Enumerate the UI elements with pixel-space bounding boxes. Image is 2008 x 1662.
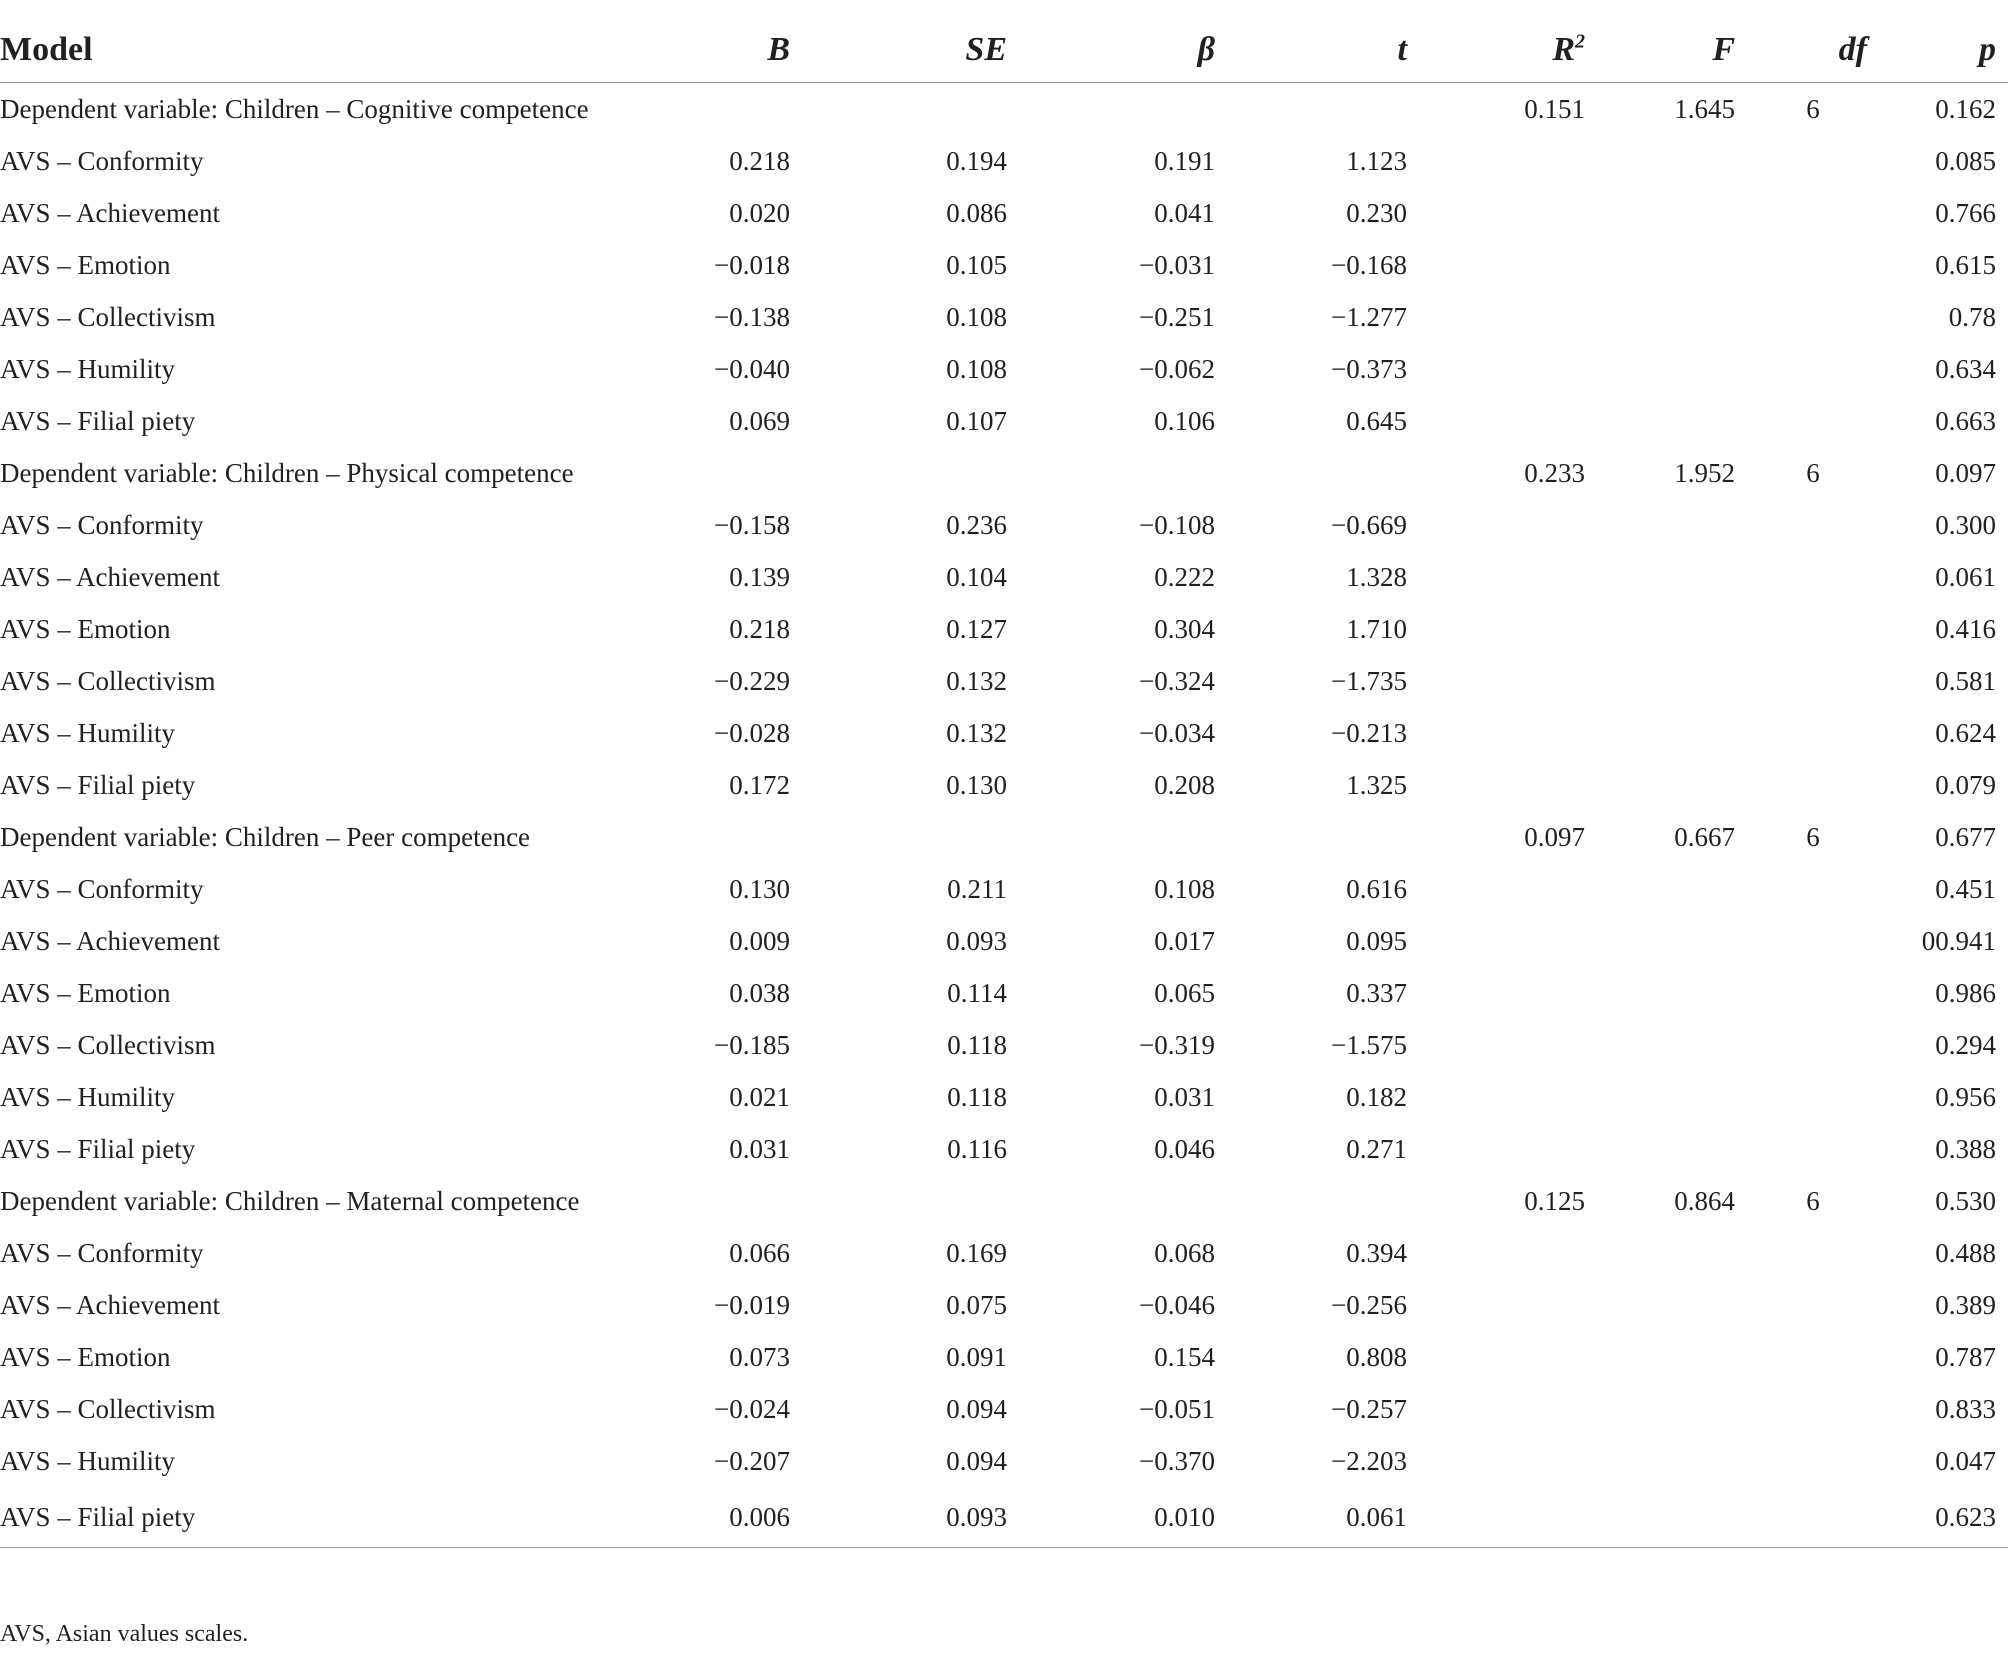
table-group-row — [0, 811, 2008, 863]
cell-b: 0.218 — [729, 613, 790, 644]
cell-r2 — [1419, 1331, 1597, 1383]
cell-p: 0.956 — [1935, 1081, 1996, 1112]
cell-t: −0.257 — [1331, 1393, 1407, 1424]
cell-r2 — [1419, 551, 1597, 603]
cell-beta: −0.062 — [1139, 353, 1215, 384]
cell-df — [1747, 1383, 1879, 1435]
cell-label: AVS – Emotion — [0, 977, 171, 1008]
cell-r2 — [1419, 707, 1597, 759]
cell-r2: 0.233 — [1524, 457, 1585, 488]
regression-table — [0, 18, 2008, 1548]
cell-f — [1597, 551, 1747, 603]
cell-r2 — [1419, 239, 1597, 291]
cell-beta: 0.041 — [1154, 197, 1215, 228]
cell-t: 1.328 — [1346, 561, 1407, 592]
cell-b: 0.031 — [729, 1133, 790, 1164]
cell-p: 0.294 — [1935, 1029, 1996, 1060]
cell-se: 0.094 — [946, 1445, 1007, 1476]
header-b: B — [620, 18, 802, 83]
cell-df — [1747, 187, 1879, 239]
cell-t: 0.616 — [1346, 873, 1407, 904]
cell-beta: 0.010 — [1019, 1487, 1227, 1548]
cell-label: AVS – Filial piety — [0, 1487, 620, 1548]
cell-df — [1747, 1227, 1879, 1279]
cell-beta — [1019, 447, 1227, 499]
cell-label: AVS – Filial piety — [0, 405, 196, 436]
cell-label: AVS – Humility — [0, 1445, 176, 1476]
cell-r2 — [1419, 915, 1597, 967]
cell-b — [620, 1175, 802, 1227]
cell-df — [1747, 603, 1879, 655]
cell-beta: 0.208 — [1154, 769, 1215, 800]
cell-p: 0.677 — [1935, 821, 1996, 852]
cell-r2 — [1419, 343, 1597, 395]
table-row — [0, 603, 2008, 655]
cell-b: −0.024 — [714, 1393, 790, 1424]
cell-r2 — [1419, 395, 1597, 447]
table-body — [0, 83, 2008, 1548]
table-group-row — [0, 1175, 2008, 1227]
cell-df: 6 — [1806, 93, 1820, 124]
cell-label: AVS – Conformity — [0, 1237, 204, 1268]
cell-se — [802, 811, 1019, 863]
cell-label: AVS – Filial piety — [0, 769, 196, 800]
cell-f — [1597, 707, 1747, 759]
cell-beta: 0.222 — [1154, 561, 1215, 592]
cell-f: 1.952 — [1674, 457, 1735, 488]
cell-t: −0.256 — [1331, 1289, 1407, 1320]
cell-df — [1747, 551, 1879, 603]
cell-df — [1747, 759, 1879, 811]
cell-df — [1747, 343, 1879, 395]
table-row — [0, 759, 2008, 811]
cell-r2 — [1419, 1019, 1597, 1071]
cell-beta: −0.319 — [1139, 1029, 1215, 1060]
cell-se: 0.118 — [947, 1081, 1007, 1112]
cell-r2 — [1419, 1227, 1597, 1279]
cell-r2 — [1419, 1123, 1597, 1175]
cell-se: 0.075 — [946, 1289, 1007, 1320]
cell-label: AVS – Collectivism — [0, 1029, 216, 1060]
cell-se: 0.093 — [802, 1487, 1019, 1548]
cell-b — [620, 83, 802, 136]
cell-df — [1747, 1435, 1879, 1487]
cell-label: AVS – Collectivism — [0, 301, 216, 332]
cell-r2: 0.125 — [1524, 1185, 1585, 1216]
cell-f — [1597, 1279, 1747, 1331]
cell-b: −0.185 — [714, 1029, 790, 1060]
cell-label: AVS – Collectivism — [0, 1393, 216, 1424]
cell-se: 0.104 — [946, 561, 1007, 592]
table-row — [0, 1071, 2008, 1123]
cell-p: 0.986 — [1935, 977, 1996, 1008]
header-t: t — [1227, 18, 1419, 83]
table-row — [0, 1227, 2008, 1279]
cell-df: 6 — [1806, 821, 1820, 852]
cell-r2 — [1419, 499, 1597, 551]
cell-f — [1597, 395, 1747, 447]
cell-p: 0.488 — [1935, 1237, 1996, 1268]
header-r2 — [1419, 18, 1597, 83]
cell-df — [1747, 291, 1879, 343]
cell-b: 0.020 — [729, 197, 790, 228]
header-se: SE — [802, 18, 1019, 83]
cell-df: 6 — [1806, 457, 1820, 488]
cell-beta: −0.108 — [1139, 509, 1215, 540]
cell-f — [1597, 1331, 1747, 1383]
cell-se: 0.169 — [946, 1237, 1007, 1268]
cell-beta — [1019, 811, 1227, 863]
cell-label: AVS – Conformity — [0, 509, 204, 540]
cell-r2 — [1419, 863, 1597, 915]
cell-se: 0.211 — [947, 873, 1007, 904]
cell-b: −0.019 — [714, 1289, 790, 1320]
cell-beta: 0.191 — [1154, 145, 1215, 176]
cell-t: 0.095 — [1346, 925, 1407, 956]
cell-label: AVS – Humility — [0, 1081, 176, 1112]
table-row — [0, 239, 2008, 291]
cell-p: 0.388 — [1935, 1133, 1996, 1164]
cell-p: 0.047 — [1935, 1445, 1996, 1476]
cell-se — [802, 447, 1019, 499]
cell-b: −0.207 — [714, 1445, 790, 1476]
cell-label: Dependent variable: Children – Cognitive competence — [0, 93, 589, 124]
table-row — [0, 967, 2008, 1019]
cell-label: AVS – Humility — [0, 717, 176, 748]
cell-se: 0.194 — [946, 145, 1007, 176]
cell-b — [620, 811, 802, 863]
cell-beta: 0.068 — [1154, 1237, 1215, 1268]
cell-label: AVS – Conformity — [0, 145, 204, 176]
cell-f: 0.864 — [1674, 1185, 1735, 1216]
cell-p: 0.766 — [1935, 197, 1996, 228]
cell-f — [1597, 187, 1747, 239]
cell-se: 0.132 — [946, 717, 1007, 748]
cell-beta: 0.065 — [1154, 977, 1215, 1008]
cell-f — [1597, 863, 1747, 915]
cell-se — [802, 83, 1019, 136]
table-row — [0, 1019, 2008, 1071]
cell-beta: −0.046 — [1139, 1289, 1215, 1320]
cell-beta: 0.154 — [1154, 1341, 1215, 1372]
cell-p: 0.097 — [1935, 457, 1996, 488]
cell-t: 0.271 — [1346, 1133, 1407, 1164]
cell-r2 — [1419, 967, 1597, 1019]
cell-b — [620, 447, 802, 499]
cell-f — [1597, 759, 1747, 811]
cell-b: −0.138 — [714, 301, 790, 332]
cell-beta: 0.046 — [1154, 1133, 1215, 1164]
cell-b: −0.229 — [714, 665, 790, 696]
cell-df — [1747, 1123, 1879, 1175]
cell-f — [1597, 915, 1747, 967]
table-row — [0, 707, 2008, 759]
cell-r2: 0.151 — [1524, 93, 1585, 124]
cell-se: 0.105 — [946, 249, 1007, 280]
cell-t: 1.325 — [1346, 769, 1407, 800]
cell-label: Dependent variable: Children – Maternal competence — [0, 1185, 580, 1216]
table-row — [0, 135, 2008, 187]
cell-se: 0.116 — [947, 1133, 1007, 1164]
cell-se: 0.107 — [946, 405, 1007, 436]
cell-r2 — [1419, 759, 1597, 811]
table-row — [0, 1383, 2008, 1435]
cell-t — [1227, 83, 1419, 136]
cell-t: 0.808 — [1346, 1341, 1407, 1372]
table-row — [0, 395, 2008, 447]
cell-df — [1747, 1071, 1879, 1123]
cell-t — [1227, 1175, 1419, 1227]
header-f: F — [1597, 18, 1747, 83]
cell-b: 0.073 — [729, 1341, 790, 1372]
cell-se: 0.236 — [946, 509, 1007, 540]
cell-p: 0.085 — [1935, 145, 1996, 176]
cell-t: 0.394 — [1346, 1237, 1407, 1268]
cell-beta: −0.051 — [1139, 1393, 1215, 1424]
cell-b: −0.018 — [714, 249, 790, 280]
cell-f: 1.645 — [1674, 93, 1735, 124]
cell-label: AVS – Filial piety — [0, 1133, 196, 1164]
header-p: p — [1879, 18, 2008, 83]
cell-f — [1597, 499, 1747, 551]
cell-df — [1747, 1279, 1879, 1331]
cell-b: −0.028 — [714, 717, 790, 748]
cell-label: AVS – Emotion — [0, 1341, 171, 1372]
cell-label: AVS – Emotion — [0, 613, 171, 644]
header-beta: β — [1019, 18, 1227, 83]
cell-df — [1747, 655, 1879, 707]
table-row — [0, 187, 2008, 239]
cell-p: 0.416 — [1935, 613, 1996, 644]
cell-b: −0.040 — [714, 353, 790, 384]
cell-f — [1597, 1227, 1747, 1279]
cell-beta: 0.108 — [1154, 873, 1215, 904]
cell-f — [1597, 291, 1747, 343]
cell-p: 0.389 — [1935, 1289, 1996, 1320]
cell-b: 0.069 — [729, 405, 790, 436]
cell-t: 0.182 — [1346, 1081, 1407, 1112]
cell-se: 0.091 — [946, 1341, 1007, 1372]
cell-p: 0.833 — [1935, 1393, 1996, 1424]
cell-p: 0.787 — [1935, 1341, 1996, 1372]
cell-label: AVS – Emotion — [0, 249, 171, 280]
cell-beta: 0.017 — [1154, 925, 1215, 956]
cell-df — [1747, 915, 1879, 967]
cell-p: 0.300 — [1935, 509, 1996, 540]
cell-p: 0.079 — [1935, 769, 1996, 800]
cell-beta: −0.031 — [1139, 249, 1215, 280]
cell-se: 0.114 — [947, 977, 1007, 1008]
cell-t: −0.168 — [1331, 249, 1407, 280]
cell-df — [1747, 967, 1879, 1019]
table-header — [0, 18, 2008, 83]
table-group-row — [0, 83, 2008, 136]
header-df: df — [1747, 18, 1879, 83]
cell-p: 0.634 — [1935, 353, 1996, 384]
cell-r2 — [1419, 1383, 1597, 1435]
cell-b: −0.158 — [714, 509, 790, 540]
cell-b: 0.038 — [729, 977, 790, 1008]
cell-label: AVS – Humility — [0, 353, 176, 384]
cell-p: 0.623 — [1879, 1487, 2008, 1548]
cell-df — [1747, 1331, 1879, 1383]
cell-b: 0.139 — [729, 561, 790, 592]
cell-t: 1.123 — [1346, 145, 1407, 176]
cell-b: 0.009 — [729, 925, 790, 956]
cell-f — [1597, 655, 1747, 707]
cell-se: 0.108 — [946, 353, 1007, 384]
cell-p: 0.162 — [1935, 93, 1996, 124]
table-row — [0, 1123, 2008, 1175]
cell-beta — [1019, 1175, 1227, 1227]
cell-b: 0.021 — [729, 1081, 790, 1112]
cell-label: AVS – Conformity — [0, 873, 204, 904]
cell-t: −1.277 — [1331, 301, 1407, 332]
cell-r2 — [1419, 187, 1597, 239]
table-row — [0, 1435, 2008, 1487]
cell-label: Dependent variable: Children – Physical competence — [0, 457, 574, 488]
cell-se: 0.086 — [946, 197, 1007, 228]
cell-f — [1597, 603, 1747, 655]
cell-b: 0.172 — [729, 769, 790, 800]
table-row — [0, 1487, 2008, 1548]
cell-beta: 0.031 — [1154, 1081, 1215, 1112]
cell-f — [1597, 239, 1747, 291]
cell-df: 6 — [1806, 1185, 1820, 1216]
cell-label: AVS – Achievement — [0, 1289, 220, 1320]
cell-df — [1747, 1487, 1879, 1548]
cell-beta: −0.370 — [1139, 1445, 1215, 1476]
cell-f: 0.667 — [1674, 821, 1735, 852]
cell-beta: 0.106 — [1154, 405, 1215, 436]
table-group-row — [0, 447, 2008, 499]
cell-df — [1747, 239, 1879, 291]
table-footnote: AVS, Asian values scales. — [0, 1621, 249, 1647]
cell-df — [1747, 395, 1879, 447]
cell-r2 — [1419, 1279, 1597, 1331]
cell-t — [1227, 811, 1419, 863]
cell-f — [1597, 1487, 1747, 1548]
cell-f — [1597, 1435, 1747, 1487]
table-row — [0, 291, 2008, 343]
cell-se: 0.108 — [946, 301, 1007, 332]
cell-r2 — [1419, 1487, 1597, 1548]
cell-p: 0.78 — [1948, 301, 1996, 332]
header-r2-base: R — [1552, 31, 1575, 68]
cell-f — [1597, 1123, 1747, 1175]
header-model: Model — [0, 18, 620, 83]
cell-se — [802, 1175, 1019, 1227]
cell-t — [1227, 447, 1419, 499]
cell-f — [1597, 1383, 1747, 1435]
cell-f — [1597, 1071, 1747, 1123]
cell-df — [1747, 499, 1879, 551]
cell-se: 0.094 — [946, 1393, 1007, 1424]
cell-label: Dependent variable: Children – Peer competence — [0, 821, 531, 852]
cell-t: 1.710 — [1346, 613, 1407, 644]
cell-r2 — [1419, 655, 1597, 707]
cell-df — [1747, 863, 1879, 915]
cell-se: 0.130 — [946, 769, 1007, 800]
cell-label: AVS – Achievement — [0, 925, 220, 956]
cell-r2: 0.097 — [1524, 821, 1585, 852]
cell-f — [1597, 1019, 1747, 1071]
cell-r2 — [1419, 291, 1597, 343]
cell-t: 0.061 — [1227, 1487, 1419, 1548]
cell-t: −0.669 — [1331, 509, 1407, 540]
cell-b: 0.006 — [620, 1487, 802, 1548]
cell-r2 — [1419, 603, 1597, 655]
table-row — [0, 499, 2008, 551]
cell-p: 0.530 — [1935, 1185, 1996, 1216]
cell-label: AVS – Achievement — [0, 561, 220, 592]
cell-t: −2.203 — [1331, 1445, 1407, 1476]
cell-beta: −0.251 — [1139, 301, 1215, 332]
cell-se: 0.118 — [947, 1029, 1007, 1060]
table-row — [0, 551, 2008, 603]
cell-beta: −0.034 — [1139, 717, 1215, 748]
table-row — [0, 1279, 2008, 1331]
cell-f — [1597, 135, 1747, 187]
header-row — [0, 18, 2008, 83]
cell-p: 0.615 — [1935, 249, 1996, 280]
cell-b: 0.218 — [729, 145, 790, 176]
cell-se: 0.093 — [946, 925, 1007, 956]
cell-f — [1597, 343, 1747, 395]
cell-t: −1.735 — [1331, 665, 1407, 696]
cell-p: 0.663 — [1935, 405, 1996, 436]
cell-df — [1747, 1019, 1879, 1071]
cell-r2 — [1419, 1435, 1597, 1487]
cell-t: 0.230 — [1346, 197, 1407, 228]
cell-label: AVS – Achievement — [0, 197, 220, 228]
table-row — [0, 1331, 2008, 1383]
cell-r2 — [1419, 1071, 1597, 1123]
cell-df — [1747, 135, 1879, 187]
cell-p: 0.061 — [1935, 561, 1996, 592]
table-row — [0, 655, 2008, 707]
cell-beta: −0.324 — [1139, 665, 1215, 696]
cell-se: 0.132 — [946, 665, 1007, 696]
cell-f — [1597, 967, 1747, 1019]
header-r2-sup: 2 — [1575, 30, 1585, 53]
cell-t: −1.575 — [1331, 1029, 1407, 1060]
cell-t: 0.645 — [1346, 405, 1407, 436]
cell-t: −0.373 — [1331, 353, 1407, 384]
cell-beta — [1019, 83, 1227, 136]
table-row — [0, 915, 2008, 967]
cell-r2 — [1419, 135, 1597, 187]
cell-label: AVS – Collectivism — [0, 665, 216, 696]
cell-t: −0.213 — [1331, 717, 1407, 748]
cell-p: 0.624 — [1935, 717, 1996, 748]
cell-b: 0.130 — [729, 873, 790, 904]
cell-p: 0.581 — [1935, 665, 1996, 696]
table-row — [0, 343, 2008, 395]
cell-p: 0.451 — [1935, 873, 1996, 904]
cell-b: 0.066 — [729, 1237, 790, 1268]
cell-t: 0.337 — [1346, 977, 1407, 1008]
cell-beta: 0.304 — [1154, 613, 1215, 644]
table-row — [0, 863, 2008, 915]
cell-se: 0.127 — [946, 613, 1007, 644]
cell-df — [1747, 707, 1879, 759]
cell-p: 00.941 — [1921, 925, 1996, 956]
